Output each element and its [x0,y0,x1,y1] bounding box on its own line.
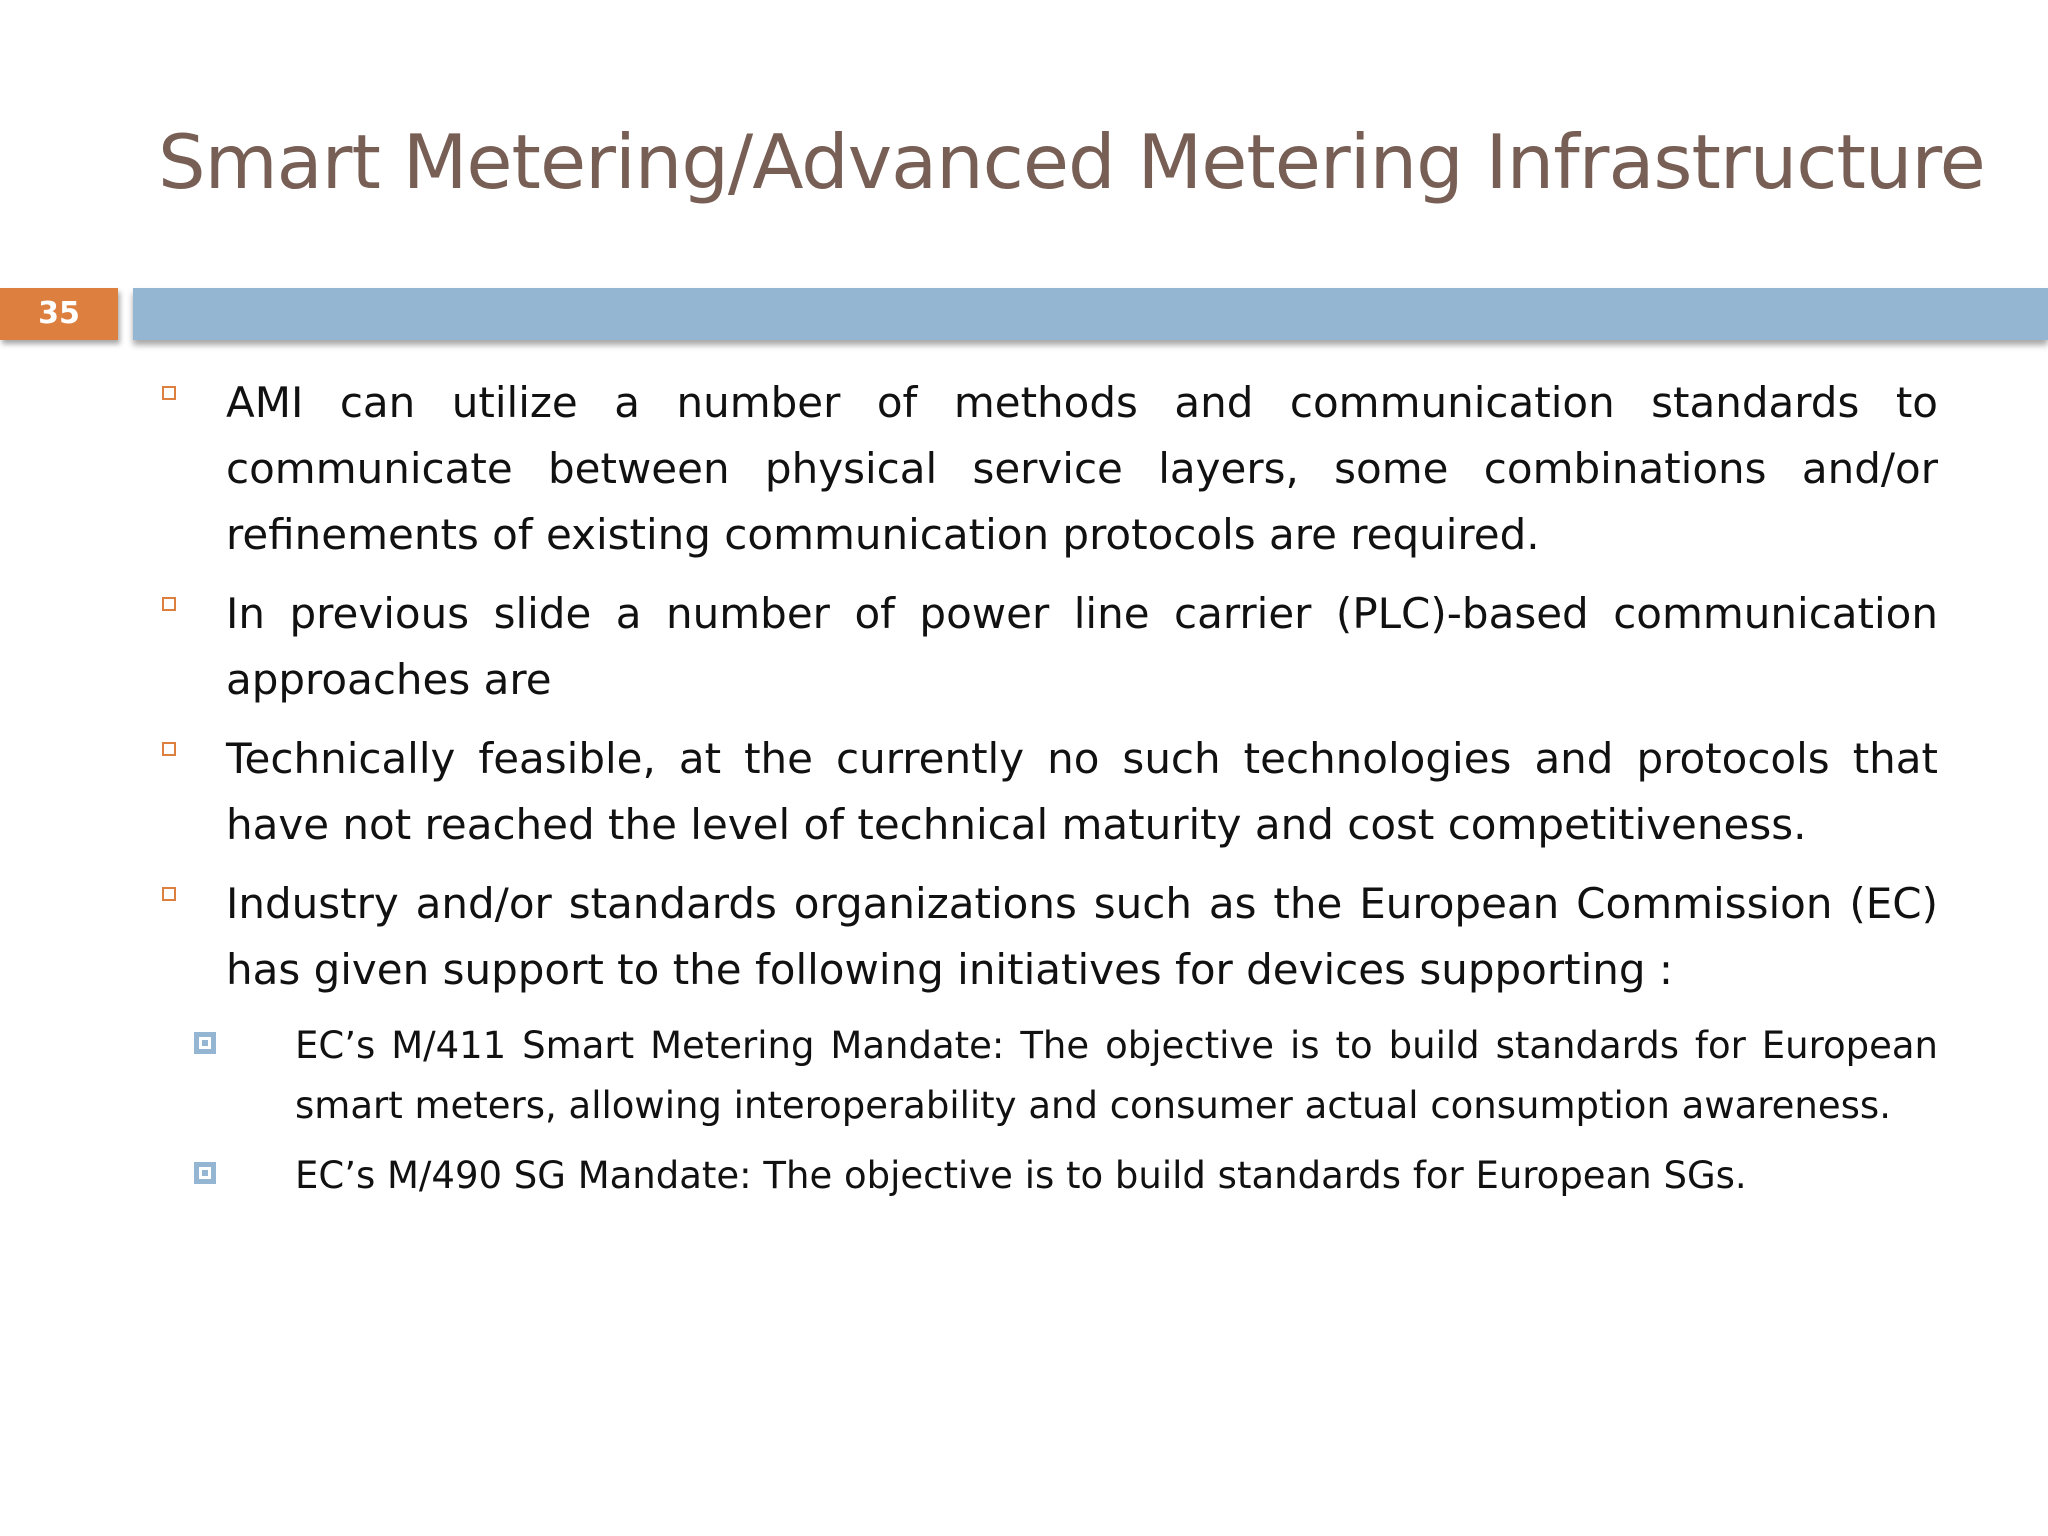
sub-bullet-item [295,1146,1938,1206]
bullet-item [226,581,1938,713]
nested-square-bullet-icon [194,1162,216,1184]
bullet-text: Technically feasible, at the currently no such technologies and protocols that have not reached the level of technical maturity and cost competitiveness. [226,734,1938,849]
slide-content [0,370,2048,1216]
slide-title: Smart Metering/Advanced Metering Infrastructure [158,118,1985,206]
bullet-text: In previous slide a number of power line carrier (PLC)-based communication approaches are [226,589,1938,704]
bullet-text: AMI can utilize a number of methods and communication standards to communicate between physical service layers, some combinations and/or refinements of existing communication protocols are required. [226,378,1938,559]
bullet-item [226,871,1938,1003]
nested-square-bullet-icon [194,1032,216,1054]
slide-number-badge: 35 [0,288,118,340]
square-bullet-icon [162,597,176,611]
bullet-text: Industry and/or standards organizations such as the European Commission (EC) has given support to the following initiatives for devices supporting : [226,879,1938,994]
sub-bullet-text: EC’s M/411 Smart Metering Mandate: The objective is to build standards for European smart meters, allowing interoperability and consumer actual consumption awareness. [295,1024,1938,1127]
sub-bullet-text: EC’s M/490 SG Mandate: The objective is to build standards for European SGs. [295,1154,1747,1197]
square-bullet-icon [162,887,176,901]
title-divider-bar [133,288,2048,340]
square-bullet-icon [162,386,176,400]
bullet-item [226,726,1938,858]
bullet-item [226,370,1938,568]
square-bullet-icon [162,742,176,756]
sub-bullet-item [295,1016,1938,1136]
